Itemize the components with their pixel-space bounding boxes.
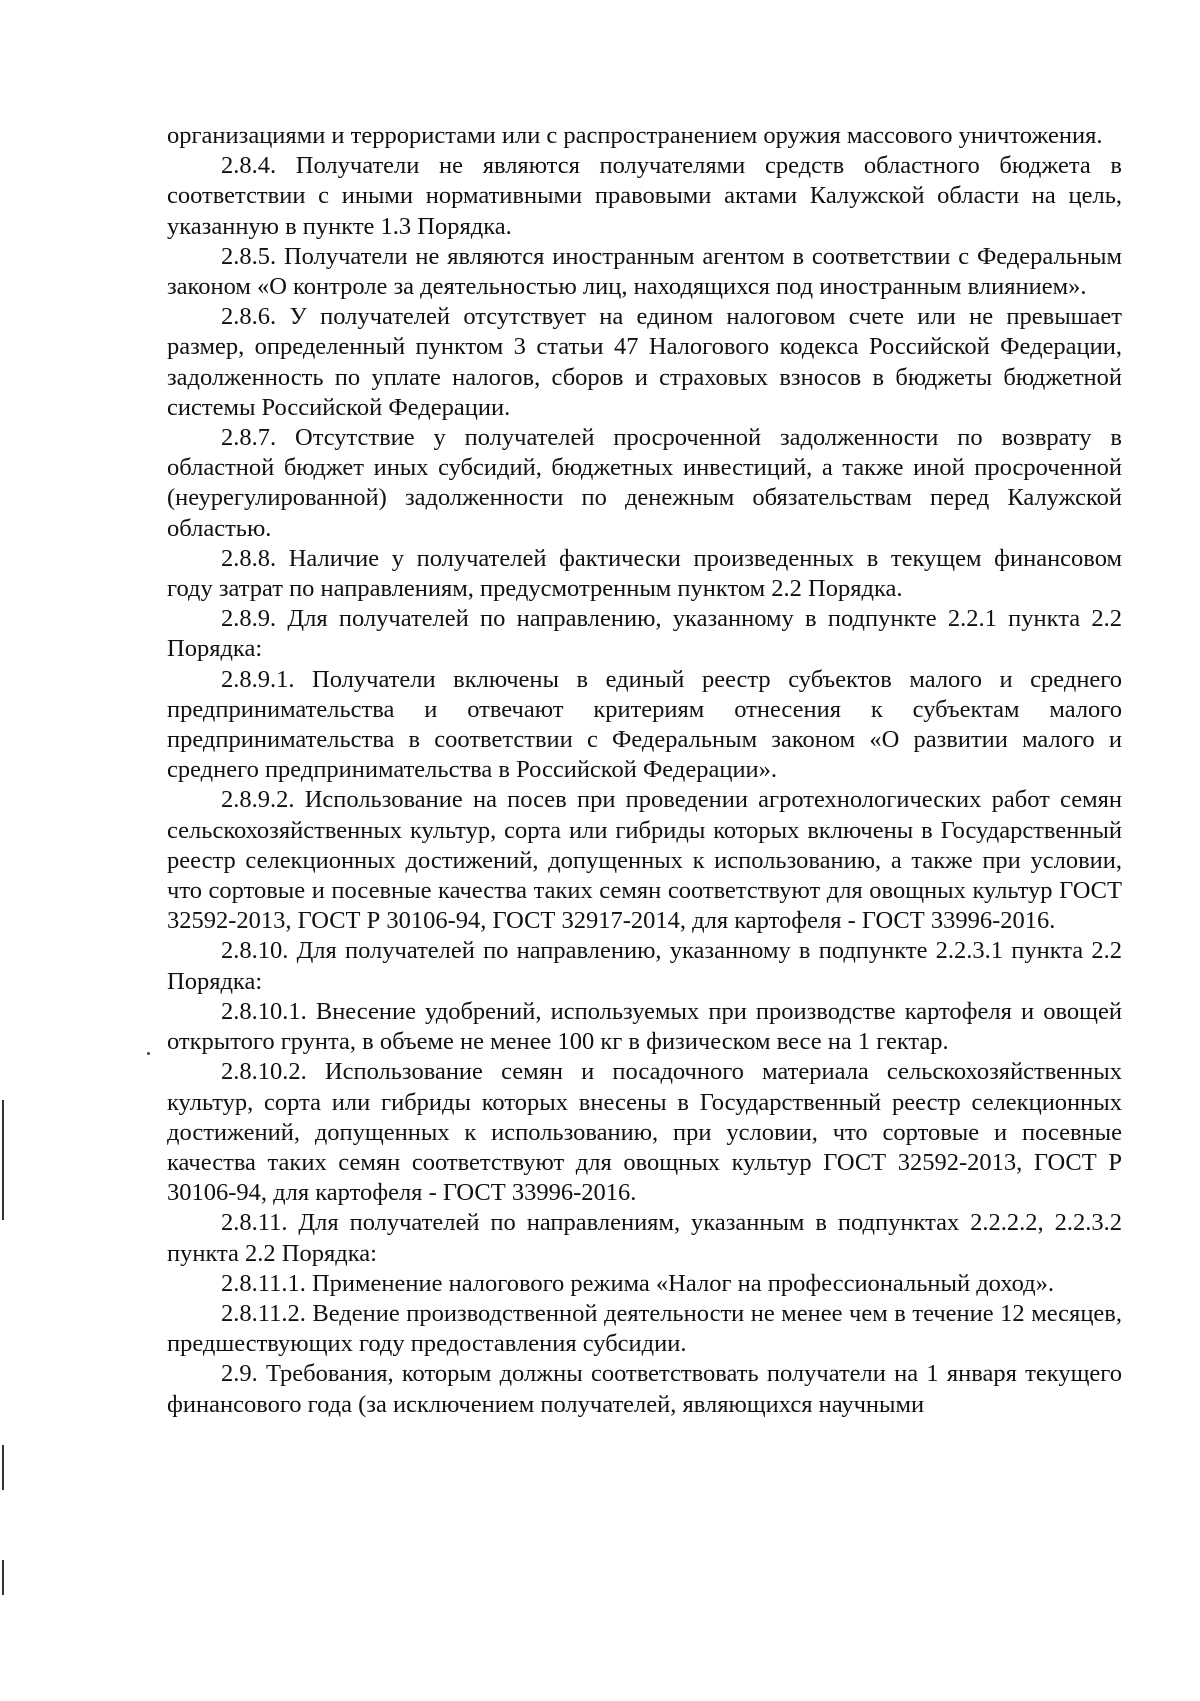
paragraph: 2.9. Требования, которым должны соответствовать получатели на 1 января текущего финансового года (за исключением получателей, являющихся научными <box>167 1360 1122 1418</box>
paragraph: 2.8.7. Отсутствие у получателей просроченной задолженности по возврату в областной бюджет иных субсидий, бюджетных инвестиций, а также иной просроченной (неурегулированной) задолженности по денежным обязательствам перед Калужской областью. <box>167 424 1122 542</box>
paragraph: 2.8.6. У получателей отсутствует на едином налоговом счете или не превышает размер, определенный пунктом 3 статьи 47 Налогового кодекса Российской Федерации, задолженность по уплате налогов, сборов и страховых взносов в бюджеты бюджетной системы Российской Федерации. <box>167 303 1122 421</box>
paragraph: 2.8.10. Для получателей по направлению, указанному в подпункте 2.2.3.1 пункта 2.2 Порядка: <box>167 937 1122 995</box>
paragraph: 2.8.9.2. Использование на посев при проведении агротехнологических работ семян сельскохозяйственных культур, сорта или гибриды которых включены в Государственный реестр селекционных достижений, допущенных к использованию, а также при условии, что сортовые и посевные качества таких семян соответствуют для овощных культур ГОСТ 32592-2013, ГОСТ Р 30106-94, ГОСТ 32917-2014, для картофеля - ГОСТ 33996-2016. <box>167 786 1122 935</box>
paragraph: организациями и террористами или с распространением оружия массового уничтожения. <box>167 122 1103 149</box>
scan-edge-mark <box>2 1445 4 1490</box>
paragraph: 2.8.11.1. Применение налогового режима «Налог на профессиональный доход». <box>221 1269 1055 1297</box>
document-body <box>167 121 1122 1420</box>
paragraph: 2.8.8. Наличие у получателей фактически произведенных в текущем финансовом году затрат по направлениям, предусмотренным пунктом 2.2 Порядка. <box>167 544 1122 603</box>
paragraph: 2.8.10.1. Внесение удобрений, используемых при производстве картофеля и овощей открытого грунта, в объеме не менее 100 кг в физическом весе на 1 гектар. <box>167 997 1122 1056</box>
paragraph: 2.8.10.2. Использование семян и посадочного материала сельскохозяйственных культур, сорта или гибриды которых внесены в Государственный реестр селекционных достижений, допущенных к использованию, при условии, что сортовые и посевные качества таких семян соответствуют для овощных культур ГОСТ 32592-2013, ГОСТ Р 30106-94, для картофеля - ГОСТ 33996-2016. <box>167 1058 1122 1207</box>
scan-dot <box>147 1052 150 1055</box>
paragraph: 2.8.11.2. Ведение производственной деятельности не менее чем в течение 12 месяцев, предшествующих году предоставления субсидии. <box>167 1299 1122 1358</box>
paragraph: 2.8.9.1. Получатели включены в единый реестр субъектов малого и среднего предпринимательства и отвечают критериям отнесения к субъектам малого предпринимательства в соответствии с Федеральным законом «О развитии малого и среднего предпринимательства в Российской Федерации». <box>167 665 1122 784</box>
scan-edge-mark <box>2 1100 4 1220</box>
paragraph: 2.8.4. Получатели не являются получателями средств областного бюджета в соответствии с иными нормативными правовыми актами Калужской области на цель, указанную в пункте 1.3 Порядка. <box>167 152 1122 240</box>
scan-edge-mark <box>2 1560 4 1595</box>
paragraph: 2.8.11. Для получателей по направлениям, указанным в подпунктах 2.2.2.2, 2.2.3.2 пункта 2.2 Порядка: <box>167 1209 1122 1267</box>
paragraph: 2.8.5. Получатели не являются иностранным агентом в соответствии с Федеральным законом «О контроле за деятельностью лиц, находящихся под иностранным влиянием». <box>167 242 1122 301</box>
paragraph: 2.8.9. Для получателей по направлению, указанному в подпункте 2.2.1 пункта 2.2 Порядка: <box>167 605 1122 663</box>
